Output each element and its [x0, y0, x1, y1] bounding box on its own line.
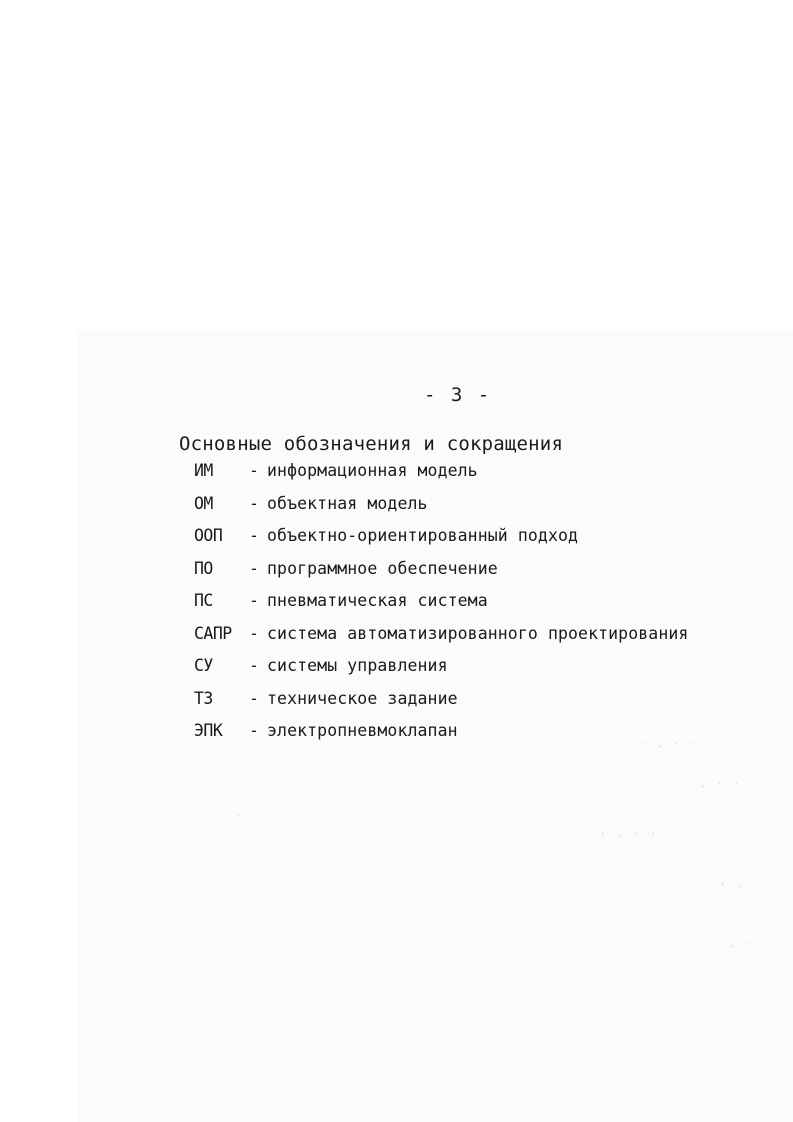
abbreviation-dash: - — [249, 623, 259, 643]
abbreviation-dash: - — [249, 688, 259, 708]
abbreviation-row — [194, 591, 688, 624]
abbreviation-code: САПР — [194, 623, 232, 643]
abbreviation-code: ТЗ — [194, 688, 213, 708]
abbreviation-definition: электропневмоклапан — [267, 721, 458, 740]
abbreviation-definition: техническое задание — [267, 688, 458, 708]
abbreviation-code: ООП — [194, 526, 223, 545]
scan-noise: · . · · — [640, 740, 699, 750]
abbreviation-code: ИМ — [194, 461, 213, 480]
abbreviation-dash: - — [249, 591, 259, 610]
abbreviation-code: ЭПК — [194, 721, 223, 740]
abbreviation-row — [194, 526, 688, 559]
abbreviation-definition: система автоматизированного проектирования — [267, 623, 689, 643]
abbreviation-dash: - — [249, 656, 259, 675]
abbreviation-row — [194, 624, 688, 657]
abbreviation-dash: - — [249, 493, 259, 513]
abbreviation-definition: объектно-ориентированный подход — [267, 526, 579, 545]
section-heading: Основные обозначения и сокращения — [179, 433, 564, 455]
abbreviation-row — [194, 721, 688, 754]
page-number: - 3 - — [424, 384, 492, 406]
scan-noise: . · · — [700, 780, 743, 790]
abbreviation-definition: программное обеспечение — [267, 558, 498, 578]
abbreviation-dash: - — [249, 461, 259, 480]
abbreviation-definition: системы управления — [267, 656, 448, 675]
abbreviation-dash: - — [249, 721, 259, 740]
abbreviation-row — [194, 494, 688, 527]
abbreviation-code: ПС — [194, 591, 213, 610]
abbreviation-dash: - — [249, 558, 259, 578]
scan-noise: · . · · — [600, 830, 659, 840]
abbreviation-code: ОМ — [194, 493, 213, 513]
abbreviation-row — [194, 689, 688, 722]
scan-noise: · . — [720, 880, 746, 890]
abbreviation-dash: - — [249, 526, 259, 545]
abbreviation-definition: объектная модель — [267, 493, 428, 513]
scan-noise: . · — [730, 940, 756, 950]
abbreviation-definition: пневматическая система — [267, 591, 488, 610]
abbreviation-row — [194, 656, 688, 689]
abbreviation-code: ПО — [194, 558, 213, 578]
abbreviation-row — [194, 559, 688, 592]
abbreviation-list — [194, 461, 688, 754]
abbreviation-code: СУ — [194, 656, 213, 675]
abbreviation-definition: информационная модель — [267, 461, 478, 480]
abbreviation-row — [194, 461, 688, 494]
scan-noise: · — [236, 812, 245, 822]
